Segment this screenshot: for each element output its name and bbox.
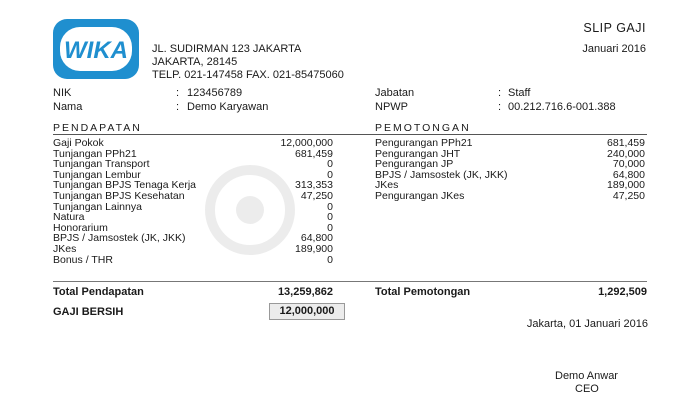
- signatory-name: Demo Anwar: [555, 370, 618, 382]
- slip-period: Januari 2016: [582, 43, 646, 55]
- nik-label: NIK: [53, 87, 72, 99]
- signature-place-date: Jakarta, 01 Januari 2016: [526, 318, 648, 330]
- totals-divider: [53, 281, 647, 282]
- position-label: Jabatan: [375, 87, 415, 99]
- deduction-amount: 240,000: [607, 147, 645, 160]
- earning-amount: 0: [327, 221, 333, 234]
- deductions-header: PEMOTONGAN: [375, 122, 471, 134]
- earning-label: Honorarium: [53, 221, 108, 234]
- deduction-label: BPJS / Jamsostek (JK, JKK): [375, 168, 508, 181]
- earning-label: Gaji Pokok: [53, 137, 104, 149]
- deduction-amount: 681,459: [607, 137, 645, 149]
- nik-value: 123456789: [187, 87, 243, 99]
- deduction-label: Pengurangan JP: [375, 158, 454, 171]
- deduction-label: Pengurangan JKes: [375, 189, 465, 202]
- earning-label: Tunjangan PPh21: [53, 147, 137, 160]
- earning-amount: 0: [327, 158, 333, 171]
- total-earnings-label: Total Pendapatan: [53, 286, 144, 298]
- earning-label: Bonus / THR: [53, 253, 113, 266]
- logo-text: WIKA: [64, 37, 128, 64]
- deduction-row: [375, 191, 645, 202]
- earning-amount: 189,900: [295, 242, 333, 255]
- net-salary-label: GAJI BERSIH: [53, 306, 124, 318]
- earning-label: Tunjangan Lembur: [53, 168, 141, 181]
- company-phone-fax: TELP. 021-147458 FAX. 021-85475060: [152, 69, 344, 81]
- deduction-label: Pengurangan JHT: [375, 147, 461, 160]
- earning-amount: 313,353: [295, 179, 333, 192]
- earning-amount: 0: [327, 253, 333, 266]
- earning-label: Tunjangan BPJS Tenaga Kerja: [53, 179, 197, 192]
- net-salary-value: 12,000,000: [269, 303, 345, 320]
- deduction-label: JKes: [375, 179, 399, 192]
- position-separator: :: [498, 87, 502, 99]
- deductions-list: [375, 138, 645, 202]
- deduction-label: Pengurangan PPh21: [375, 137, 473, 149]
- earning-amount: 681,459: [295, 147, 333, 160]
- total-deductions-value: 1,292,509: [598, 286, 647, 298]
- earning-amount: 12,000,000: [280, 137, 333, 149]
- company-address-line-2: JAKARTA, 28145: [152, 56, 238, 68]
- earning-amount: 0: [327, 211, 333, 224]
- name-value: Demo Karyawan: [187, 101, 269, 113]
- deduction-row: [375, 170, 645, 181]
- earning-label: Tunjangan Lainnya: [53, 200, 142, 213]
- earning-label: JKes: [53, 242, 77, 255]
- deduction-amount: 47,250: [612, 189, 645, 202]
- nik-separator: :: [176, 87, 180, 99]
- signatory-title: CEO: [575, 383, 599, 395]
- name-separator: :: [176, 101, 180, 113]
- total-deductions-label: Total Pemotongan: [375, 286, 471, 298]
- earning-amount: 0: [327, 200, 333, 213]
- company-logo: [52, 18, 140, 80]
- earning-amount: 0: [327, 168, 333, 181]
- earnings-header: PENDAPATAN: [53, 122, 142, 134]
- position-value: Staff: [508, 87, 531, 99]
- earning-label: Natura: [53, 211, 85, 224]
- npwp-separator: :: [498, 101, 502, 113]
- total-earnings-value: 13,259,862: [277, 286, 333, 298]
- company-address-line-1: JL. SUDIRMAN 123 JAKARTA: [152, 43, 302, 55]
- deduction-amount: 189,000: [607, 179, 645, 192]
- name-label: Nama: [53, 101, 83, 113]
- section-divider: [53, 134, 647, 135]
- earning-label: Tunjangan BPJS Kesehatan: [53, 189, 185, 202]
- slip-title: SLIP GAJI: [583, 21, 646, 35]
- earning-label: Tunjangan Transport: [53, 158, 150, 171]
- npwp-value: 00.212.716.6-001.388: [508, 101, 616, 113]
- deduction-amount: 70,000: [612, 158, 645, 171]
- npwp-label: NPWP: [375, 101, 408, 113]
- deduction-amount: 64,800: [612, 168, 645, 181]
- earning-label: BPJS / Jamsostek (JK, JKK): [53, 232, 186, 245]
- earning-amount: 64,800: [300, 232, 333, 245]
- earning-amount: 47,250: [300, 189, 333, 202]
- watermark-icon: [180, 140, 320, 285]
